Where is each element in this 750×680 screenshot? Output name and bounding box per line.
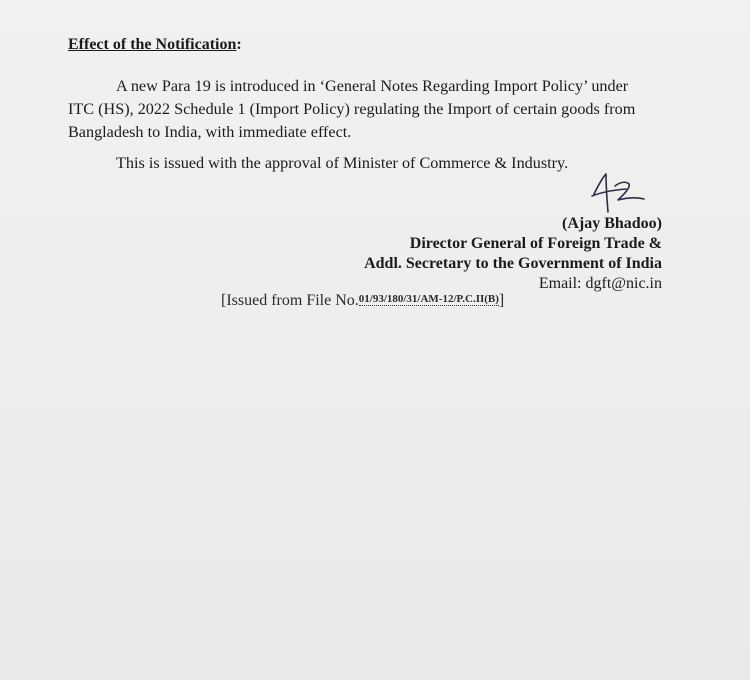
signatory-email: Email: dgft@nic.in (538, 275, 662, 292)
paragraph-effect: A new Para 19 is introduced in ‘General Notes Regarding Import Policy’ under ITC (HS), 2022 Schedule 1 (Import Policy) regulating the Import of certain goods from Bangladesh to India, with immediate effect. (68, 77, 636, 141)
file-reference (221, 292, 504, 310)
heading-colon: : (236, 36, 242, 53)
paragraph-approval: This is issued with the approval of Minister of Commerce & Industry. (116, 154, 569, 172)
signatory-name: (Ajay Bhadoo) (561, 215, 662, 232)
signatory-designation-2: Addl. Secretary to the Government of India (364, 255, 662, 272)
heading-text: Effect of the Notification (68, 36, 237, 53)
file-number: 01/93/180/31/AM-12/P.C.II(B) (358, 293, 499, 305)
file-reference-prefix: [Issued from File No. (221, 292, 359, 309)
section-heading (68, 36, 242, 54)
handwritten-signature-icon (582, 172, 652, 218)
file-reference-suffix: ] (498, 292, 505, 309)
signatory-designation-1: Director General of Foreign Trade & (409, 235, 662, 252)
